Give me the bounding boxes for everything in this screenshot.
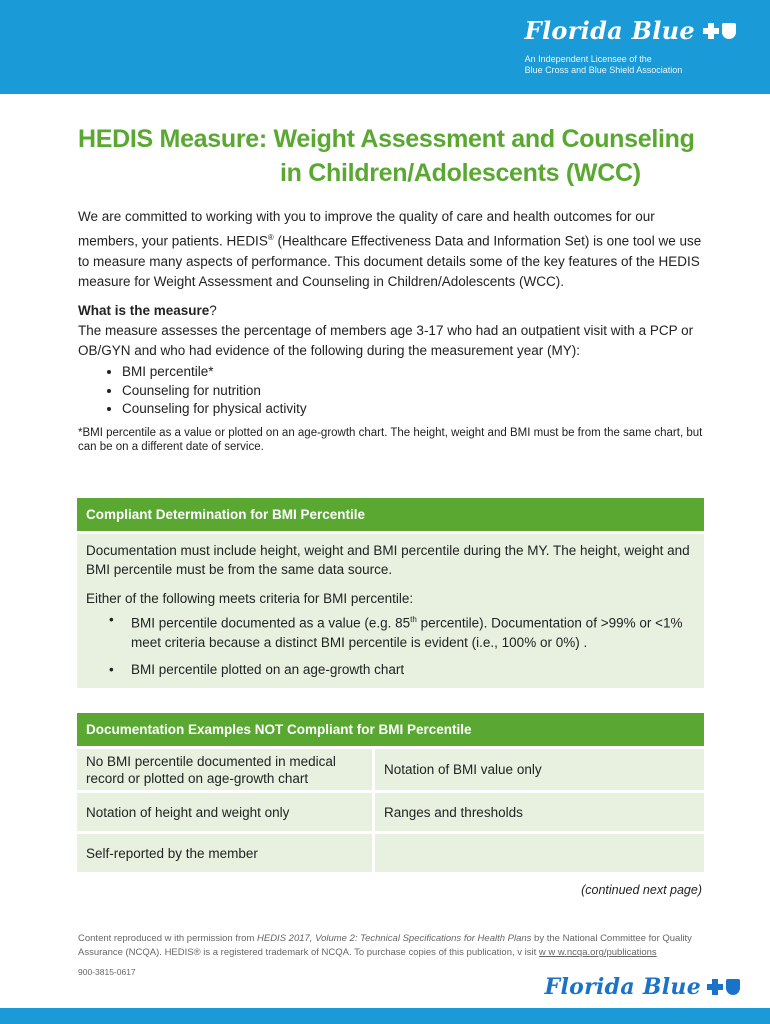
- list-item: • Counseling for physical activity: [122, 400, 703, 419]
- shield-icon: [722, 23, 736, 39]
- continued-note: (continued next page): [581, 883, 702, 897]
- brand-logo-text: Florida Blue: [524, 16, 695, 45]
- table-row: [77, 833, 704, 873]
- bcbs-logo-icon: [703, 23, 736, 39]
- page-title: [78, 122, 718, 190]
- table-cell: [374, 833, 705, 873]
- table-row: [77, 792, 704, 833]
- table-cell: Notation of BMI value only: [374, 748, 705, 792]
- bottom-banner: [0, 1008, 770, 1024]
- cross-icon: [703, 23, 719, 39]
- compliant-para-1: Documentation must include height, weight and BMI percentile during the MY. The height, weight and BMI percentile must be from the same data source.: [86, 543, 690, 577]
- table-cell: Ranges and thresholds: [374, 792, 705, 833]
- registered-mark: ®: [267, 232, 274, 242]
- list-item: • BMI percentile documented as a value (e.g. 85th percentile). Documentation of >99% or <1% meet criteria because a distinct BMI percentile is evident (i.e., 100% or 0%) .: [86, 610, 694, 652]
- intro-paragraph: [78, 207, 703, 293]
- list-item: • BMI percentile*: [122, 363, 703, 382]
- shield-icon: [726, 979, 740, 995]
- footer-brand: [545, 974, 740, 1000]
- footnote: *BMI percentile as a value or plotted on an age-growth chart. The height, weight and BMI must be from the same chart, but can be on a different date of service.: [78, 427, 703, 453]
- ncqa-link[interactable]: w w w.ncqa.org/publications: [538, 947, 657, 958]
- footer-logo-text: Florida Blue: [544, 974, 701, 1000]
- measure-heading: What is the measure: [78, 303, 210, 318]
- measure-description: The measure assesses the percentage of members age 3-17 who had an outpatient visit with a PCP or OB/GYN and who had evidence of the following during the measurement year (MY):: [78, 323, 694, 358]
- document-number: 900-3815-0617: [78, 967, 136, 977]
- list-item: • Counseling for nutrition: [122, 382, 703, 401]
- not-compliant-heading: Documentation Examples NOT Compliant for BMI Percentile: [77, 713, 704, 746]
- table-cell: No BMI percentile documented in medical record or plotted on age-growth chart: [77, 748, 374, 792]
- list-item: • BMI percentile plotted on an age-growth chart: [86, 660, 694, 679]
- not-compliant-table: [77, 746, 704, 872]
- not-compliant-panel: [77, 713, 704, 872]
- table-row: [77, 748, 704, 792]
- table-cell: Self-reported by the member: [77, 833, 374, 873]
- measure-heading-mark: ?: [209, 303, 217, 318]
- measure-list: [78, 363, 703, 419]
- measure-section: [78, 301, 703, 419]
- title-line-2: in Children/Adolescents (WCC): [280, 159, 641, 187]
- bcbs-logo-icon: [707, 979, 740, 995]
- compliant-panel: [77, 498, 704, 688]
- brand-subtitle-1: An Independent Licensee of the: [524, 54, 652, 64]
- compliant-heading: Compliant Determination for BMI Percentile: [77, 498, 704, 531]
- table-cell: Notation of height and weight only: [77, 792, 374, 833]
- compliant-para-2: Either of the following meets criteria for BMI percentile:: [86, 591, 414, 606]
- brand-subtitle-2: Blue Cross and Blue Shield Association: [524, 65, 683, 75]
- brand-block: [525, 16, 736, 76]
- top-banner: [0, 0, 770, 94]
- cross-icon: [707, 979, 723, 995]
- intro-text-2: (Healthcare Effectiveness Data and Information Set) is one tool we use to measure many aspects of performance. This document details some of the key features of the HEDIS measure for Weight Assessment and Counseling in Children/Adolescents (WCC).: [78, 233, 702, 289]
- title-line-1: HEDIS Measure: Weight Assessment and Counseling: [78, 125, 695, 153]
- compliant-body: [77, 534, 704, 688]
- legal-notice: Content reproduced w ith permission from HEDIS 2017, Volume 2: Technical Specifications for Health Plans by the National Committee for Quality Assurance (NCQA). HEDIS® is a registered trademark of NCQA. To purchase copies of this publication, v isit w w w.ncqa.org/publications: [78, 933, 692, 958]
- intro-text-1: We are committed to working with you to improve the quality of care and health outcomes for our members, your patients. HEDIS: [78, 209, 655, 248]
